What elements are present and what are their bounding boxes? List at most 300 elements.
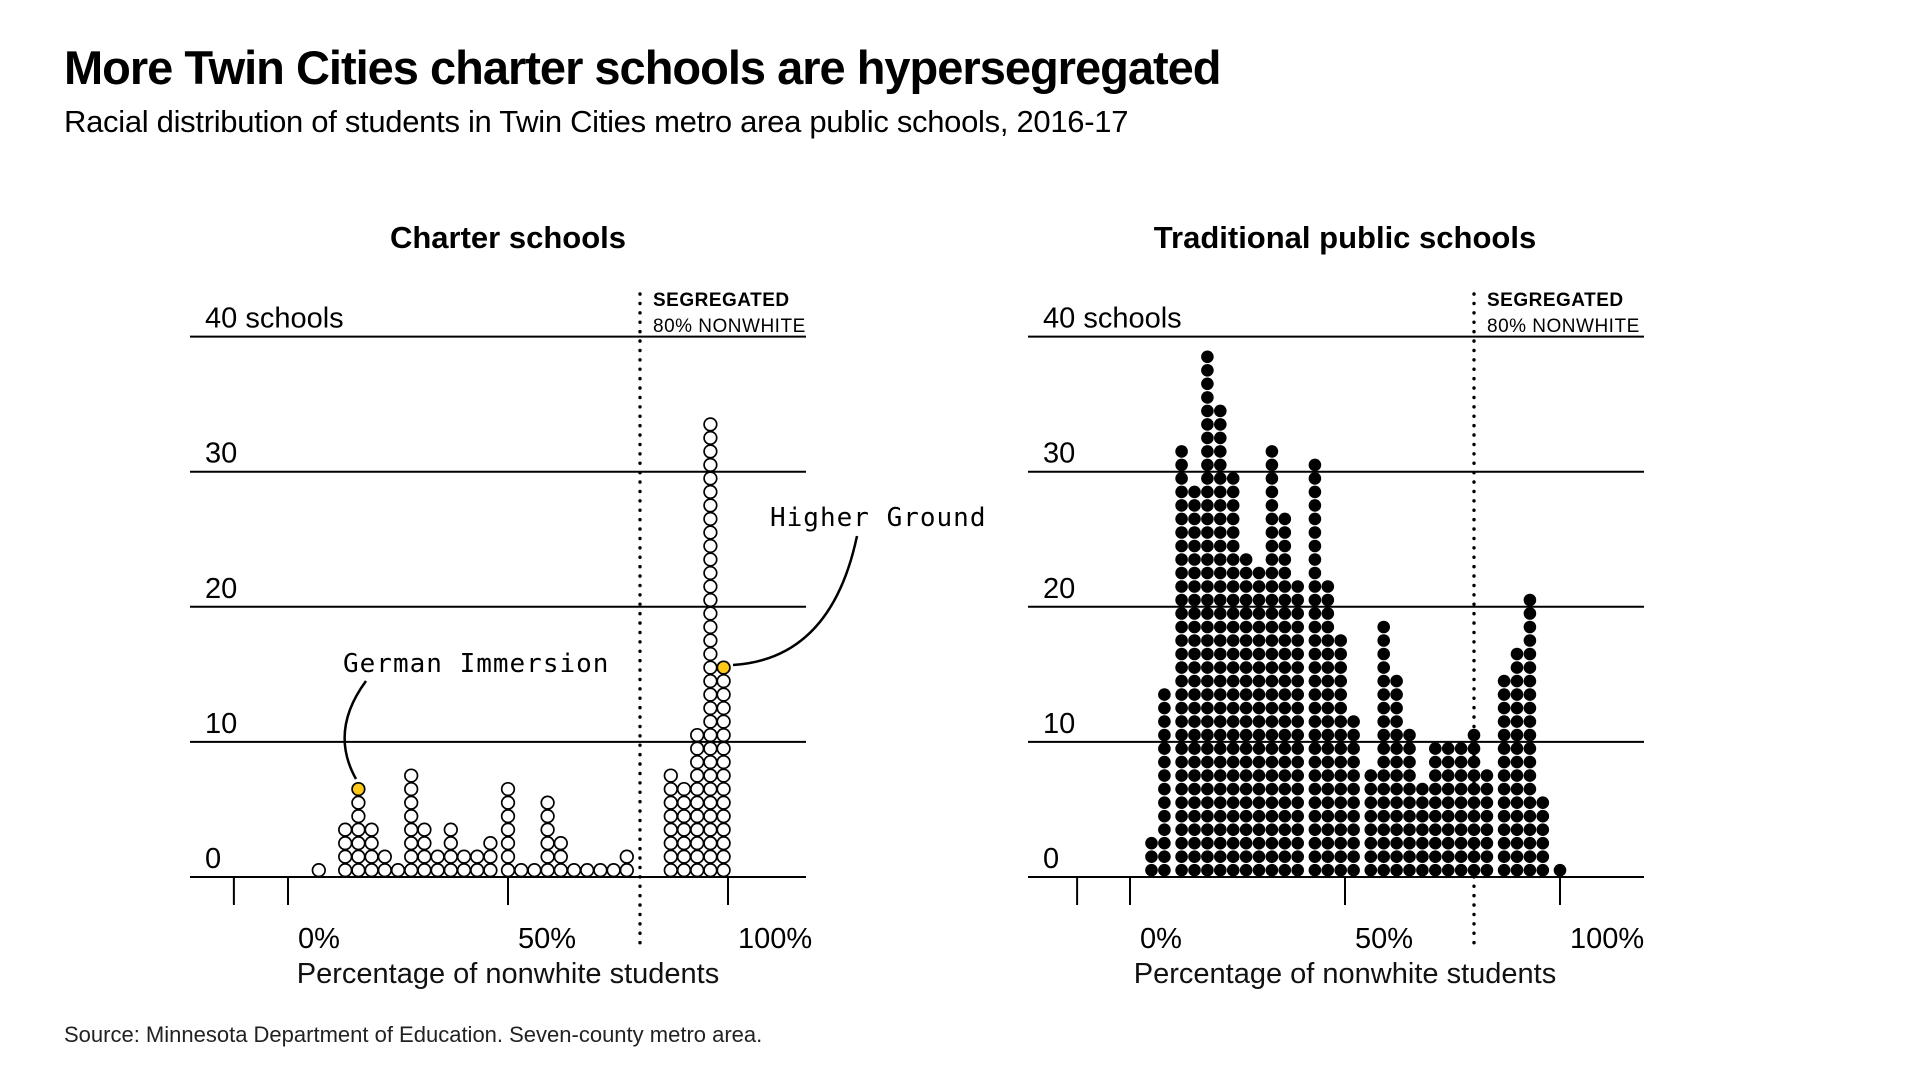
- school-dot: [1498, 688, 1511, 701]
- school-dot: [704, 486, 717, 499]
- annotation-curve: [345, 681, 366, 779]
- school-dot: [1188, 850, 1201, 863]
- school-dot: [704, 634, 717, 647]
- school-dot: [1279, 702, 1292, 715]
- school-dot: [1322, 688, 1335, 701]
- school-dot: [1455, 864, 1468, 877]
- school-dot: [1498, 729, 1511, 742]
- school-dot: [1468, 796, 1481, 809]
- school-dot: [1309, 648, 1322, 661]
- school-dot: [1291, 715, 1304, 728]
- school-dot: [1322, 715, 1335, 728]
- school-dot: [1201, 594, 1214, 607]
- school-dot: [704, 513, 717, 526]
- school-dot: [1266, 783, 1279, 796]
- school-dot: [1334, 634, 1347, 647]
- school-dot: [458, 850, 471, 863]
- school-dot: [1334, 837, 1347, 850]
- school-dot: [1524, 783, 1537, 796]
- school-dot: [1279, 742, 1292, 755]
- school-dot: [528, 864, 541, 877]
- school-dot: [1227, 580, 1240, 593]
- school-dot: [1227, 621, 1240, 634]
- school-dot: [1201, 553, 1214, 566]
- school-dot: [1390, 742, 1403, 755]
- school-dot: [1188, 607, 1201, 620]
- school-dot: [1377, 634, 1390, 647]
- school-dot: [1377, 756, 1390, 769]
- school-dot: [1240, 756, 1253, 769]
- y-axis-label-0: 0: [1043, 843, 1060, 875]
- school-dot: [1201, 634, 1214, 647]
- school-dot: [1201, 459, 1214, 472]
- school-dot: [704, 661, 717, 674]
- school-dot: [1279, 648, 1292, 661]
- school-dot: [365, 837, 378, 850]
- school-dot: [1188, 675, 1201, 688]
- school-dot: [1524, 837, 1537, 850]
- school-dot: [1322, 580, 1335, 593]
- school-dot: [1175, 621, 1188, 634]
- school-dot: [1266, 594, 1279, 607]
- school-dot: [1266, 634, 1279, 647]
- school-dot: [704, 499, 717, 512]
- school-dot: [352, 810, 365, 823]
- school-dot: [1201, 837, 1214, 850]
- school-dot: [1188, 823, 1201, 836]
- school-dot: [1253, 742, 1266, 755]
- school-dot: [418, 837, 431, 850]
- school-dot: [445, 850, 458, 863]
- school-dot: [1468, 769, 1481, 782]
- school-dot: [1188, 729, 1201, 742]
- school-dot: [1554, 864, 1567, 877]
- school-dot: [1403, 783, 1416, 796]
- school-dot: [1227, 513, 1240, 526]
- school-dot: [1455, 769, 1468, 782]
- school-dot: [1266, 553, 1279, 566]
- school-dot: [1266, 742, 1279, 755]
- school-dot: [1279, 553, 1292, 566]
- school-dot: [678, 783, 691, 796]
- school-dot: [1309, 756, 1322, 769]
- school-dot: [1468, 783, 1481, 796]
- school-dot: [1279, 783, 1292, 796]
- school-dot: [1309, 553, 1322, 566]
- school-dot: [1279, 526, 1292, 539]
- school-dot: [1188, 810, 1201, 823]
- school-dot: [1498, 837, 1511, 850]
- school-dot: [1309, 459, 1322, 472]
- school-dot: [1253, 864, 1266, 877]
- school-dot: [1240, 675, 1253, 688]
- school-dot: [1365, 850, 1378, 863]
- school-dot: [1201, 864, 1214, 877]
- school-dot: [1158, 715, 1171, 728]
- school-dot: [1175, 540, 1188, 553]
- school-dot: [1403, 769, 1416, 782]
- school-dot: [704, 648, 717, 661]
- school-dot: [1377, 715, 1390, 728]
- school-dot: [1158, 823, 1171, 836]
- school-dot: [594, 864, 607, 877]
- school-dot: [515, 864, 528, 877]
- school-dot: [1442, 864, 1455, 877]
- school-dot: [1511, 648, 1524, 661]
- school-dot: [1390, 715, 1403, 728]
- school-dot: [1188, 580, 1201, 593]
- school-dot: [665, 837, 678, 850]
- school-dot: [1240, 567, 1253, 580]
- school-dot: [1347, 742, 1360, 755]
- school-dot: [1266, 567, 1279, 580]
- school-dot: [1240, 621, 1253, 634]
- school-dot: [1322, 648, 1335, 661]
- school-dot: [1227, 553, 1240, 566]
- school-dot: [1201, 567, 1214, 580]
- school-dot: [1455, 796, 1468, 809]
- school-dot: [1291, 648, 1304, 661]
- school-dot: [1403, 810, 1416, 823]
- school-dot: [502, 850, 515, 863]
- school-dot: [704, 783, 717, 796]
- school-dot: [1188, 634, 1201, 647]
- school-dot: [665, 769, 678, 782]
- school-dot: [1188, 540, 1201, 553]
- school-dot: [1524, 607, 1537, 620]
- school-dot: [1201, 783, 1214, 796]
- school-dot: [1537, 796, 1550, 809]
- school-dot: [704, 850, 717, 863]
- annotation-curve: [733, 536, 857, 665]
- school-dot: [1201, 486, 1214, 499]
- school-dot: [1227, 486, 1240, 499]
- school-dot: [1188, 796, 1201, 809]
- school-dot: [1468, 729, 1481, 742]
- school-dot: [1240, 634, 1253, 647]
- school-dot: [1175, 864, 1188, 877]
- school-dot: [1524, 621, 1537, 634]
- school-dot: [1309, 823, 1322, 836]
- school-dot: [704, 702, 717, 715]
- school-dot: [541, 837, 554, 850]
- school-dot: [379, 864, 392, 877]
- school-dot: [717, 702, 730, 715]
- school-dot: [1201, 850, 1214, 863]
- school-dot: [1390, 837, 1403, 850]
- school-dot: [1390, 823, 1403, 836]
- school-dot: [1175, 675, 1188, 688]
- school-dot: [365, 823, 378, 836]
- school-dot: [1253, 823, 1266, 836]
- school-dot: [1291, 702, 1304, 715]
- school-dot: [1365, 823, 1378, 836]
- school-dot: [1253, 688, 1266, 701]
- school-dot: [1188, 621, 1201, 634]
- school-dot: [1214, 864, 1227, 877]
- school-dot: [1175, 607, 1188, 620]
- school-dot: [1365, 783, 1378, 796]
- school-dot: [1416, 783, 1429, 796]
- school-dot: [1442, 783, 1455, 796]
- school-dot: [704, 864, 717, 877]
- school-dot: [1175, 459, 1188, 472]
- school-dot: [1377, 850, 1390, 863]
- school-dot: [1309, 864, 1322, 877]
- threshold-sublabel: 80% NONWHITE: [653, 316, 806, 337]
- school-dot: [691, 756, 704, 769]
- y-axis-label-30: 30: [1043, 437, 1076, 470]
- school-dot: [1403, 837, 1416, 850]
- school-dot: [704, 459, 717, 472]
- school-dot: [1188, 648, 1201, 661]
- school-dot: [717, 729, 730, 742]
- school-dot: [1214, 445, 1227, 458]
- school-dot: [541, 796, 554, 809]
- school-dot: [1511, 661, 1524, 674]
- school-dot: [1145, 850, 1158, 863]
- school-dot: [1214, 850, 1227, 863]
- school-dot: [691, 837, 704, 850]
- school-dot: [352, 850, 365, 863]
- school-dot: [1201, 445, 1214, 458]
- school-dot: [1309, 850, 1322, 863]
- school-dot: [1429, 837, 1442, 850]
- school-dot: [1266, 472, 1279, 485]
- school-dot: [1524, 715, 1537, 728]
- school-dot: [665, 850, 678, 863]
- school-dot: [1442, 769, 1455, 782]
- school-dot: [581, 864, 594, 877]
- school-dot: [1214, 418, 1227, 431]
- school-dot: [1291, 742, 1304, 755]
- school-dot: [1214, 661, 1227, 674]
- school-dot: [1347, 783, 1360, 796]
- x-tick-label-100: 100%: [1570, 923, 1645, 955]
- school-dot: [1416, 810, 1429, 823]
- school-dot: [1266, 540, 1279, 553]
- school-dot: [1524, 823, 1537, 836]
- school-dot: [1214, 472, 1227, 485]
- school-dot: [678, 823, 691, 836]
- school-dot: [1403, 864, 1416, 877]
- school-dot: [1240, 864, 1253, 877]
- school-dot: [1214, 756, 1227, 769]
- school-dot: [1291, 783, 1304, 796]
- school-dot: [1403, 823, 1416, 836]
- school-dot: [1524, 769, 1537, 782]
- school-dot: [1279, 540, 1292, 553]
- school-dot: [1429, 810, 1442, 823]
- x-tick-label-0: 0%: [1140, 923, 1182, 955]
- school-dot: [1227, 702, 1240, 715]
- school-dot: [1334, 850, 1347, 863]
- school-dot: [1429, 850, 1442, 863]
- school-dot: [691, 796, 704, 809]
- school-dot: [1188, 567, 1201, 580]
- school-dot: [352, 823, 365, 836]
- school-dot: [665, 823, 678, 836]
- school-dot: [1291, 769, 1304, 782]
- school-dot: [1201, 742, 1214, 755]
- school-dot: [1201, 810, 1214, 823]
- highlighted-school-dot: [717, 661, 730, 674]
- school-dot: [1334, 810, 1347, 823]
- school-dot: [1309, 486, 1322, 499]
- school-dot: [665, 864, 678, 877]
- school-dot: [1253, 729, 1266, 742]
- school-dot: [1322, 742, 1335, 755]
- school-dot: [1334, 796, 1347, 809]
- school-dot: [1377, 729, 1390, 742]
- school-dot: [1253, 837, 1266, 850]
- school-dot: [1253, 634, 1266, 647]
- school-dot: [1291, 688, 1304, 701]
- school-dot: [1240, 837, 1253, 850]
- school-dot: [1309, 769, 1322, 782]
- school-dot: [1279, 580, 1292, 593]
- school-dot: [1377, 823, 1390, 836]
- school-dot: [1455, 850, 1468, 863]
- y-axis-label-0: 0: [205, 843, 222, 875]
- school-dot: [1158, 688, 1171, 701]
- school-dot: [1214, 769, 1227, 782]
- school-dot: [1279, 864, 1292, 877]
- school-dot: [665, 796, 678, 809]
- school-dot: [1498, 823, 1511, 836]
- school-dot: [1524, 634, 1537, 647]
- school-dot: [704, 553, 717, 566]
- school-dot: [1145, 864, 1158, 877]
- school-dot: [1266, 648, 1279, 661]
- school-dot: [1158, 756, 1171, 769]
- school-dot: [1322, 850, 1335, 863]
- x-axis-caption-left: Percentage of nonwhite students: [296, 958, 720, 990]
- school-dot: [1214, 580, 1227, 593]
- school-dot: [1334, 769, 1347, 782]
- y-axis-label-20: 20: [1043, 572, 1076, 605]
- school-dot: [1175, 810, 1188, 823]
- school-dot: [1511, 769, 1524, 782]
- school-dot: [502, 837, 515, 850]
- school-dot: [1429, 864, 1442, 877]
- school-dot: [1291, 796, 1304, 809]
- school-dot: [1214, 675, 1227, 688]
- school-dot: [704, 810, 717, 823]
- school-dot: [1291, 837, 1304, 850]
- school-dot: [1377, 769, 1390, 782]
- school-dot: [1240, 594, 1253, 607]
- school-dot: [1253, 661, 1266, 674]
- school-dot: [1390, 702, 1403, 715]
- school-dot: [1253, 783, 1266, 796]
- school-dot: [691, 823, 704, 836]
- school-dot: [1334, 742, 1347, 755]
- school-dot: [1201, 648, 1214, 661]
- school-dot: [1188, 513, 1201, 526]
- school-dot: [1377, 621, 1390, 634]
- school-dot: [1240, 553, 1253, 566]
- school-dot: [1227, 810, 1240, 823]
- school-dot: [1403, 742, 1416, 755]
- school-dot: [484, 850, 497, 863]
- school-dot: [1347, 729, 1360, 742]
- school-dot: [1334, 648, 1347, 661]
- school-dot: [1498, 715, 1511, 728]
- school-dot: [1201, 418, 1214, 431]
- school-dot: [1175, 661, 1188, 674]
- school-dot: [678, 837, 691, 850]
- school-dot: [704, 621, 717, 634]
- school-dot: [1266, 729, 1279, 742]
- school-dot: [1201, 499, 1214, 512]
- school-dot: [717, 850, 730, 863]
- school-dot: [1279, 850, 1292, 863]
- y-axis-label-10: 10: [205, 707, 238, 740]
- school-dot: [1214, 796, 1227, 809]
- school-dot: [1511, 715, 1524, 728]
- school-dot: [1291, 607, 1304, 620]
- school-dot: [678, 850, 691, 863]
- school-dot: [1240, 742, 1253, 755]
- school-dot: [1309, 796, 1322, 809]
- school-dot: [1365, 810, 1378, 823]
- page-subtitle: Racial distribution of students in Twin Cities metro area public schools, 2016-17: [64, 104, 1129, 139]
- school-dot: [1365, 837, 1378, 850]
- school-dot: [1227, 729, 1240, 742]
- school-dot: [1227, 796, 1240, 809]
- school-dot: [678, 864, 691, 877]
- school-dot: [621, 850, 634, 863]
- school-dot: [1291, 850, 1304, 863]
- x-axis-caption-right: Percentage of nonwhite students: [1133, 958, 1557, 990]
- school-dot: [1291, 756, 1304, 769]
- school-dot: [1158, 837, 1171, 850]
- school-dot: [1240, 823, 1253, 836]
- school-dot: [352, 864, 365, 877]
- school-dot: [1537, 823, 1550, 836]
- school-dot: [1309, 675, 1322, 688]
- highlighted-school-dot: [352, 783, 365, 796]
- school-dot: [1442, 823, 1455, 836]
- school-dot: [1175, 769, 1188, 782]
- school-dot: [1309, 837, 1322, 850]
- school-dot: [1309, 594, 1322, 607]
- school-dot: [1175, 702, 1188, 715]
- school-dot: [1266, 702, 1279, 715]
- school-dot: [418, 850, 431, 863]
- school-dot: [405, 796, 418, 809]
- school-dot: [484, 864, 497, 877]
- school-dot: [1145, 837, 1158, 850]
- school-dot: [1322, 594, 1335, 607]
- school-dot: [1279, 675, 1292, 688]
- school-dot: [1524, 661, 1537, 674]
- school-dot: [1511, 742, 1524, 755]
- school-dot: [1347, 769, 1360, 782]
- school-dot: [1279, 594, 1292, 607]
- school-dot: [1309, 499, 1322, 512]
- school-dot: [1416, 864, 1429, 877]
- school-dot: [1455, 810, 1468, 823]
- school-dot: [1266, 810, 1279, 823]
- school-dot: [1481, 810, 1494, 823]
- school-dot: [1347, 756, 1360, 769]
- school-dot: [1322, 769, 1335, 782]
- annotation-label: German Immersion: [343, 649, 610, 679]
- school-dot: [1253, 715, 1266, 728]
- school-dot: [1524, 648, 1537, 661]
